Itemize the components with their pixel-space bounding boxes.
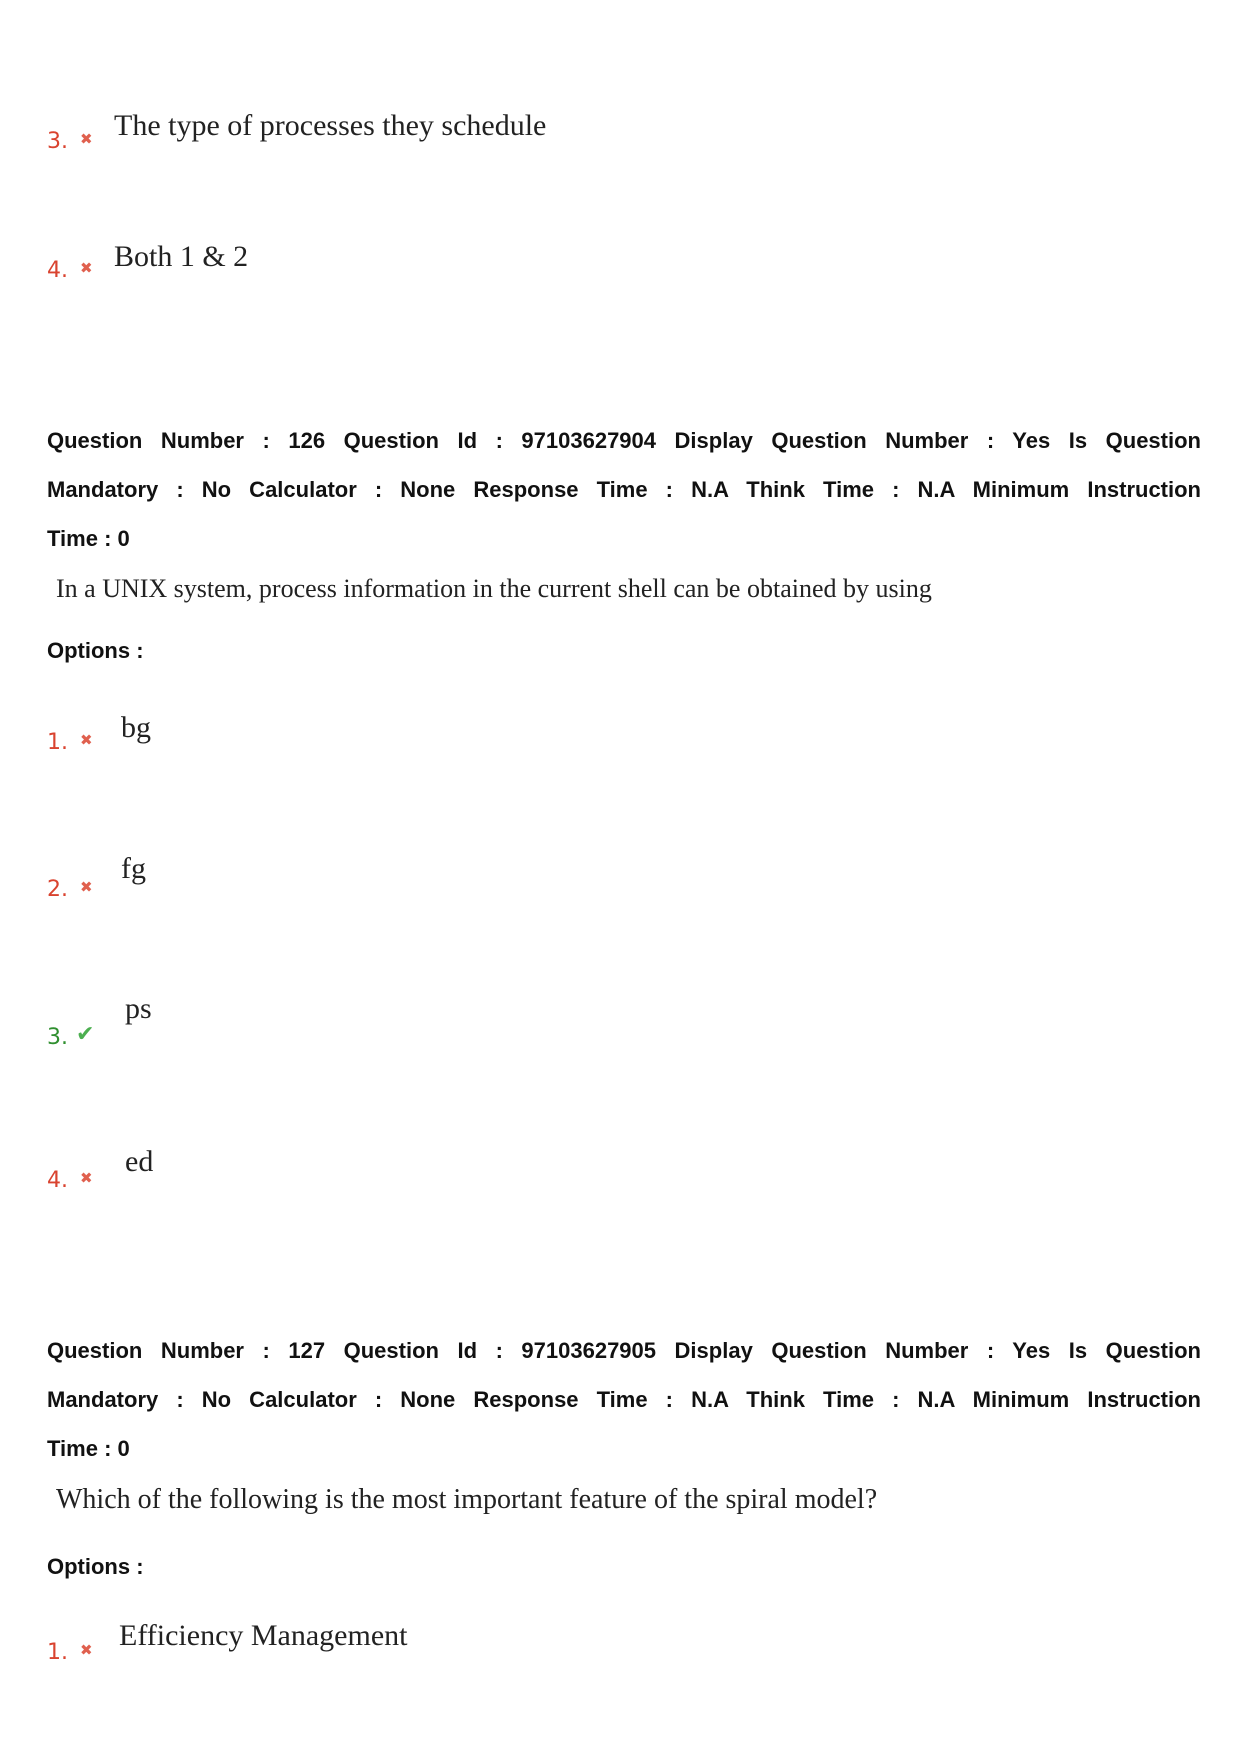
question-meta-line: Question Number : 127 Question Id : 97103627905 Display Question Number : Yes Is Question (47, 1338, 1201, 1363)
cross-icon (80, 125, 93, 153)
question-meta (47, 416, 1201, 563)
cross-icon (80, 1636, 93, 1664)
option-text: Efficiency Management (119, 1619, 408, 1652)
question-meta-line: Question Number : 126 Question Id : 97103627904 Display Question Number : Yes Is Question (47, 428, 1201, 453)
options-label: Options : (47, 1554, 144, 1579)
option-number-row (47, 1639, 93, 1667)
option-text: Both 1 & 2 (114, 240, 249, 273)
option-number: 3. (47, 129, 68, 154)
cross-icon (80, 1164, 93, 1192)
option-text: bg (121, 711, 151, 744)
cross-icon (80, 873, 93, 901)
question-text: Which of the following is the most important feature of the spiral model? (56, 1484, 878, 1515)
question-text: In a UNIX system, process information in the current shell can be obtained by using (56, 574, 932, 603)
option-number-row (47, 876, 93, 904)
option-number: 3. (47, 1025, 68, 1050)
check-icon (76, 1021, 94, 1049)
option-text: ed (125, 1145, 154, 1178)
option-number-row (47, 257, 93, 285)
option-text: ps (125, 992, 152, 1025)
cross-icon (80, 726, 93, 754)
question-meta-line: Mandatory : No Calculator : None Response Time : N.A Think Time : N.A Minimum Instruction (47, 1387, 1201, 1412)
question-meta-line: Mandatory : No Calculator : None Response Time : N.A Think Time : N.A Minimum Instruction (47, 477, 1201, 502)
option-number: 4. (47, 1168, 68, 1193)
question-meta-line: Time : 0 (47, 1436, 130, 1461)
option-number-row (47, 729, 93, 757)
option-number-row (47, 1024, 94, 1052)
options-label: Options : (47, 638, 144, 663)
option-number-row (47, 1167, 93, 1195)
option-number: 1. (47, 1640, 68, 1665)
option-number-row (47, 128, 93, 156)
cross-icon (80, 254, 93, 282)
option-number: 2. (47, 877, 68, 902)
question-meta-line: Time : 0 (47, 526, 130, 551)
option-number: 4. (47, 258, 68, 283)
option-number: 1. (47, 730, 68, 755)
question-meta (47, 1326, 1201, 1473)
option-text: fg (121, 852, 146, 885)
option-text: The type of processes they schedule (114, 109, 547, 142)
